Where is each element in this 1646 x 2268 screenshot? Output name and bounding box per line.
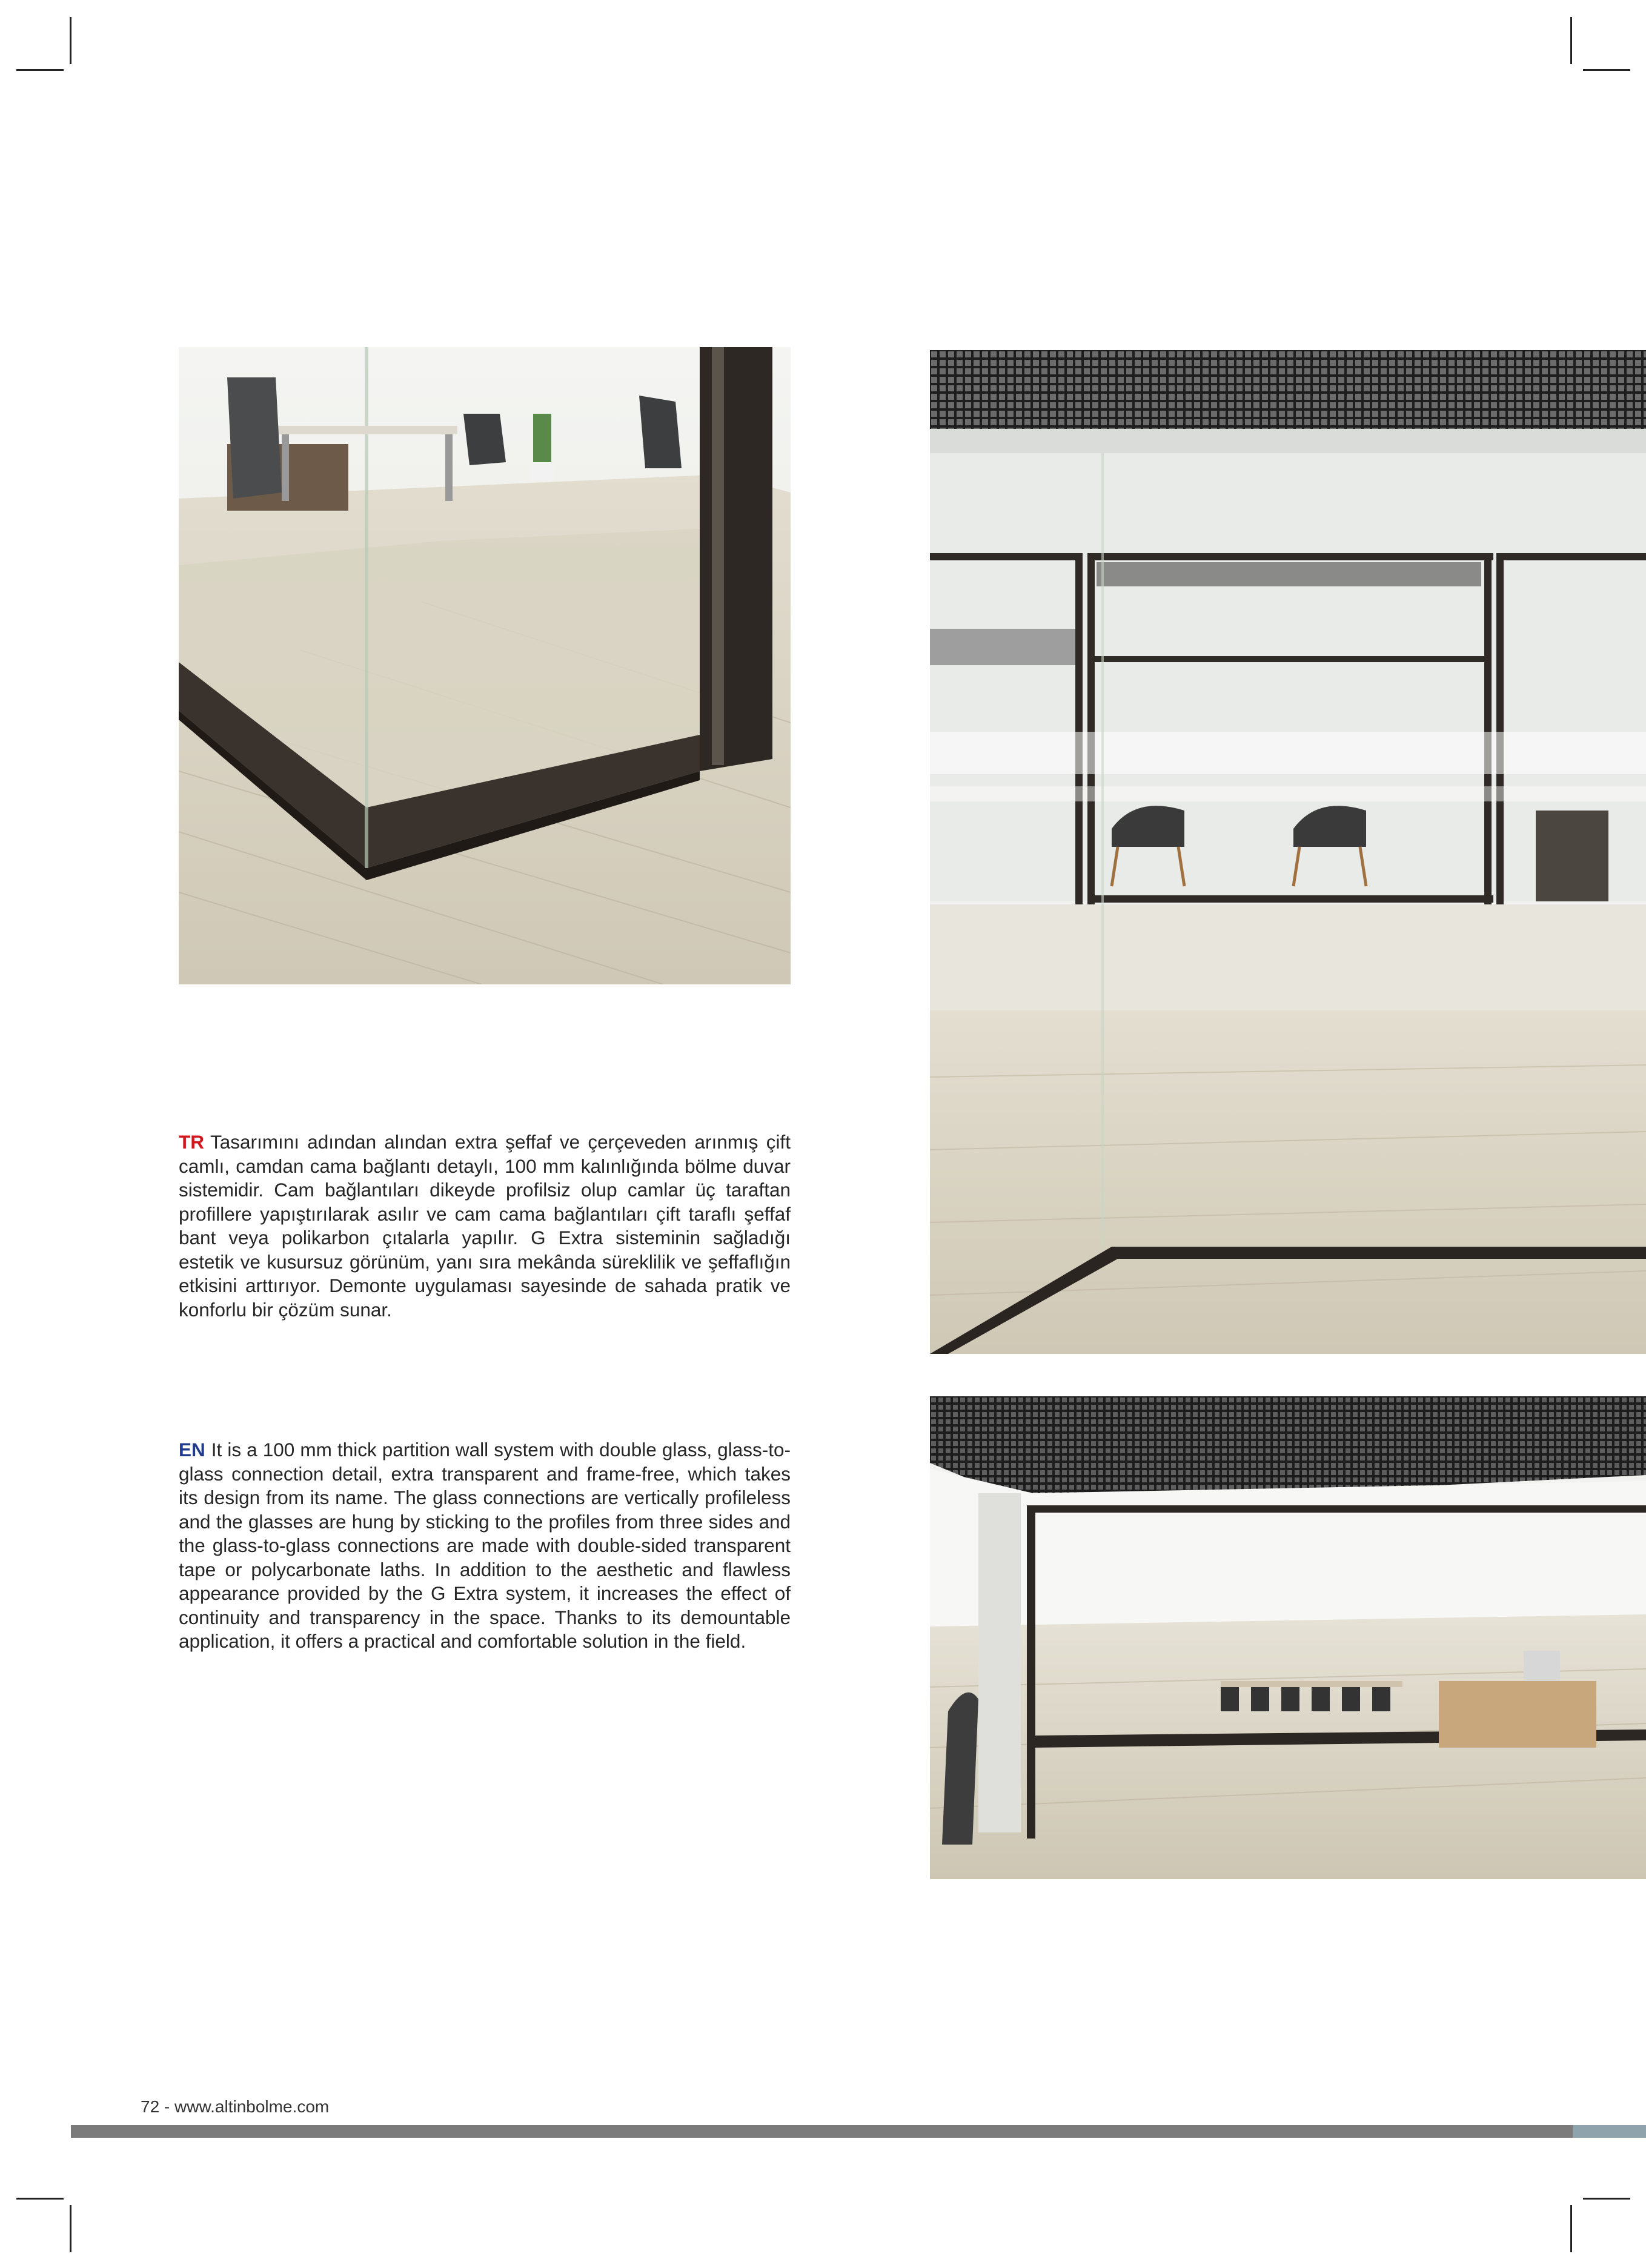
text-tr bbox=[179, 1130, 791, 1322]
footer-bar-accent bbox=[1573, 2125, 1646, 2138]
paragraph-tr: Tasarımını adından alından extra şeffaf ve çerçeveden arınmış çift camlı, camdan cama bağlantı detaylı, 100 mm kalınlığında bölme duvar sistemidir. Cam bağlantıları dikeyde profilsiz olup camlar üç taraftan profillere yapıştırılarak asılır ve cam cama bağlantıları çift taraflı şeffaf bant veya polikarbon çıtalarla yapılır. G Extra sisteminin sağladığı estetik ve kusursuz görünüm, yanı sıra mekânda süreklilik ve şeffaflığın etkisini arttırıyor. Demonte uygulaması sayesinde de sahada pratik ve konforlu bir çözüm sunar. bbox=[179, 1131, 791, 1321]
label-tr: TR bbox=[179, 1131, 204, 1153]
crop-mark-bottom-right-h bbox=[1583, 2198, 1630, 2200]
crop-mark-bottom-left-v bbox=[70, 2205, 71, 2252]
crop-mark-top-right-v bbox=[1570, 17, 1572, 64]
crop-mark-top-left-v bbox=[70, 17, 71, 64]
paragraph-en: It is a 100 mm thick partition wall system with double glass, glass-to-glass connection detail, extra transparent and frame-free, which takes its design from its name. The glass connections are vertically profileless and the glasses are hung by sticking to the profiles from three sides and the glass-to-glass connections are made with double-sided transparent tape or polycarbonate laths. In addition to the aesthetic and flawless appearance provided by the G Extra system, it increases the effect of continuity and transparency in the space. Thanks to its demountable application, it offers a practical and comfortable solution in the field. bbox=[179, 1439, 791, 1652]
photo-glass-office bbox=[930, 350, 1646, 1354]
footer-page-url: 72 - www.altinbolme.com bbox=[141, 2097, 330, 2116]
crop-mark-bottom-right-v bbox=[1570, 2205, 1572, 2252]
photo-glass-corner bbox=[179, 347, 791, 984]
photo-open-office bbox=[930, 1396, 1646, 1879]
text-en bbox=[179, 1438, 791, 1654]
footer-bar bbox=[71, 2125, 1573, 2138]
crop-mark-bottom-left-h bbox=[16, 2198, 64, 2200]
label-en: EN bbox=[179, 1439, 205, 1461]
crop-mark-top-right-h bbox=[1583, 69, 1630, 71]
crop-mark-top-left-h bbox=[16, 69, 64, 71]
